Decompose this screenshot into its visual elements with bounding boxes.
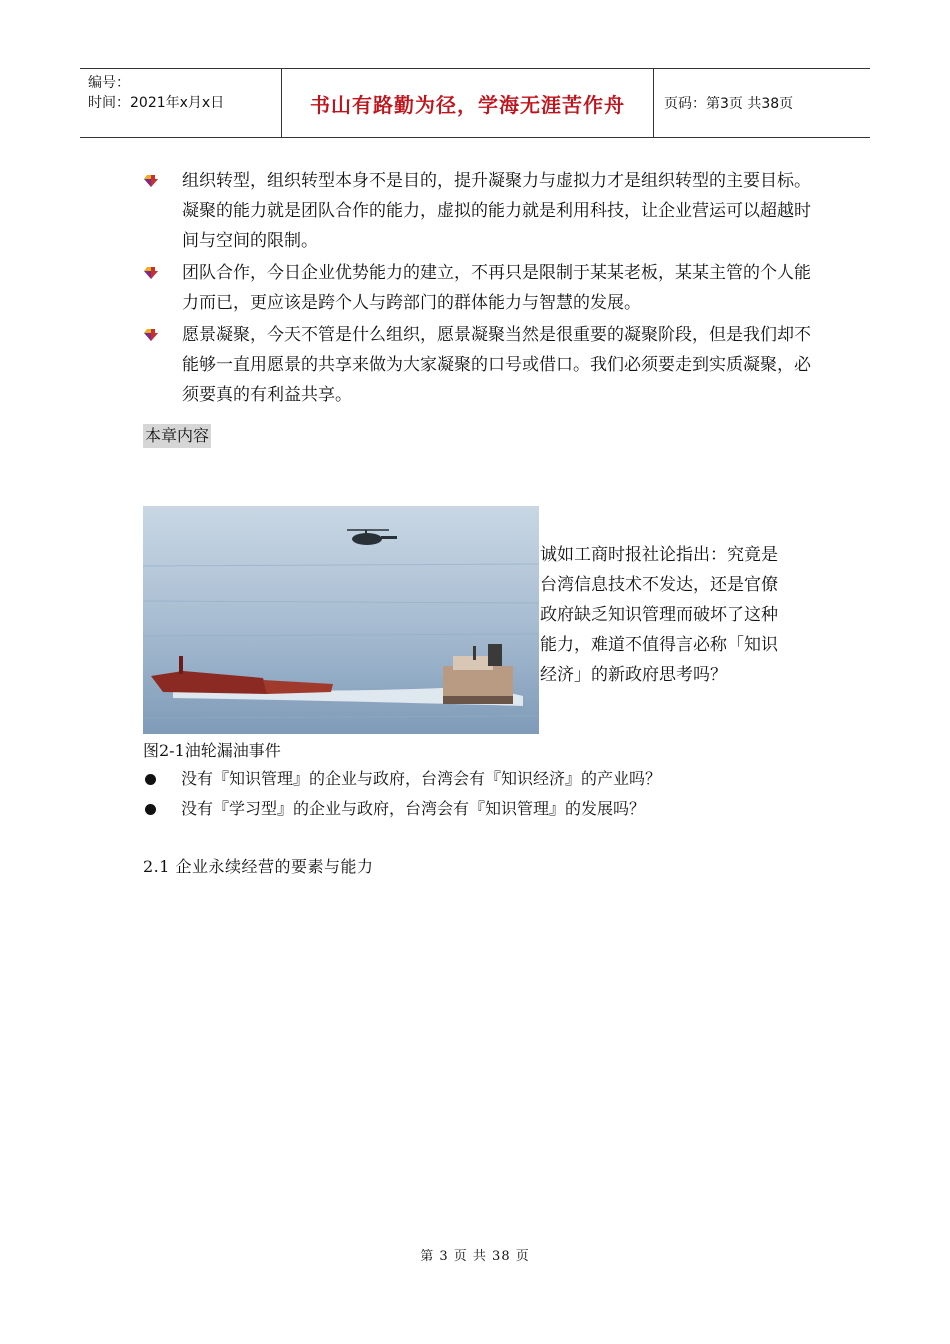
- section-tag: 本章内容: [143, 424, 211, 448]
- date-label: 时间：2021年x月x日: [88, 95, 225, 111]
- bullet-text: 团队合作，今日企业优势能力的建立，不再只是限制于某某老板，某某主管的个人能力而已，更应该是跨个人与跨部门的群体能力与智慧的发展。: [182, 263, 811, 313]
- bullet-list: [140, 166, 820, 412]
- header-motto-cell: [282, 69, 654, 137]
- list-item: [143, 794, 823, 824]
- dot-item-text: 没有『学习型』的企业与政府，台湾会有『知识管理』的发展吗？: [181, 799, 646, 818]
- bullet-dot-icon: [145, 774, 156, 785]
- bullet-text: 愿景凝聚，今天不管是什么组织，愿景凝聚当然是很重要的凝聚阶段，但是我们却不能够一直用愿景的共享来做为大家凝聚的口号或借口。我们必须要走到实质凝聚，必须要真的有利益共享。: [182, 325, 811, 405]
- list-item: [140, 258, 820, 318]
- number-label: 编号：: [88, 75, 130, 91]
- page-footer: 第 3 页 共 38 页: [420, 1249, 530, 1264]
- list-item: [140, 320, 820, 410]
- page-info: 页码：第3页 共38页: [664, 96, 794, 112]
- header-page-cell: [654, 69, 870, 137]
- list-item: [143, 764, 823, 794]
- dot-list: [143, 764, 823, 824]
- arrow-bullet-icon: [144, 267, 158, 279]
- oil-tanker-photo: [143, 506, 539, 734]
- arrow-bullet-icon: [144, 175, 158, 187]
- motto-text: 书山有路勤为径，学海无涯苦作舟: [310, 92, 625, 117]
- section-heading: 2.1 企业永续经营的要素与能力: [143, 857, 374, 876]
- list-item: [140, 166, 820, 256]
- figure-caption: 图2-1油轮漏油事件: [143, 741, 281, 760]
- header-table: [80, 68, 870, 138]
- bullet-dot-icon: [145, 804, 156, 815]
- arrow-bullet-icon: [144, 329, 158, 341]
- side-paragraph: 诚如工商时报社论指出：究竟是台湾信息技术不发达，还是官僚政府缺乏知识管理而破坏了这种能力，难道不值得言必称「知识经济」的新政府思考吗？: [540, 545, 778, 685]
- bullet-text: 组织转型，组织转型本身不是目的，提升凝聚力与虚拟力才是组织转型的主要目标。凝聚的能力就是团队合作的能力，虚拟的能力就是利用科技，让企业营运可以超越时间与空间的限制。: [182, 171, 811, 251]
- header-meta-cell: [80, 69, 282, 137]
- dot-item-text: 没有『知识管理』的企业与政府，台湾会有『知识经济』的产业吗？: [181, 769, 662, 788]
